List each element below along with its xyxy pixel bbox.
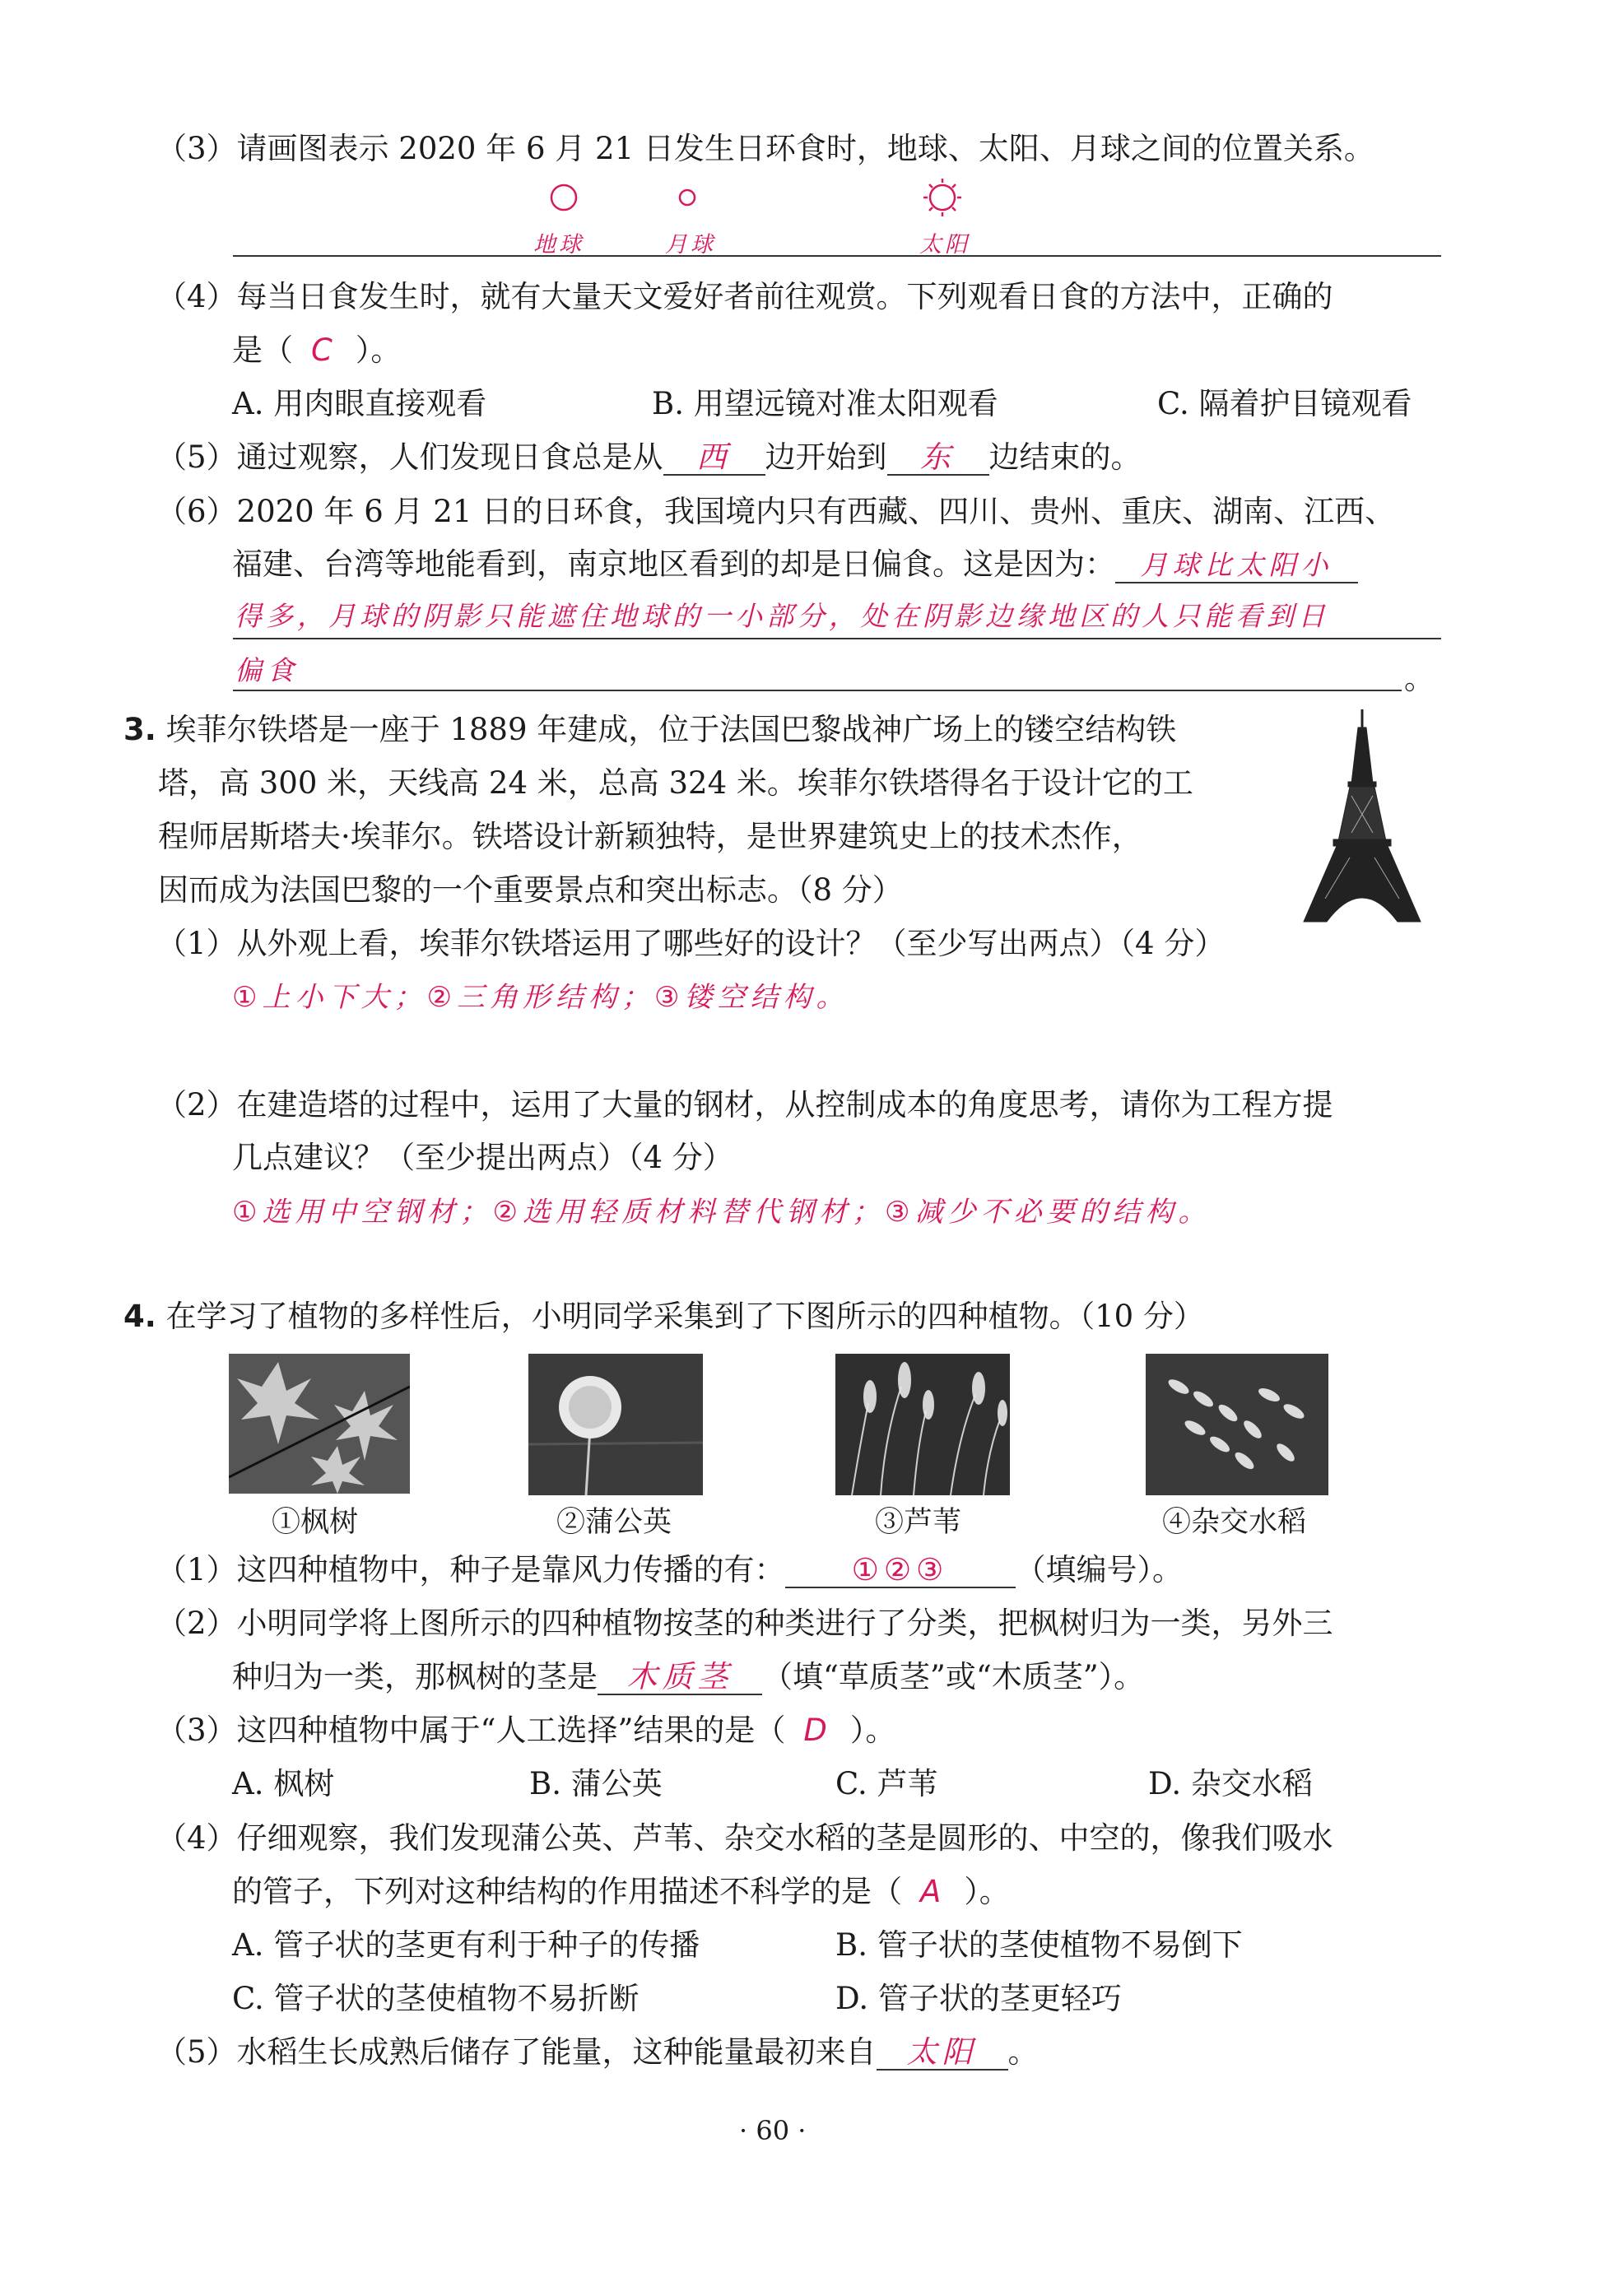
- q2-part5-answer2: 东: [887, 441, 989, 476]
- q4-part5: （5）水稻生长成熟后储存了能量，这种能量最初来自 太阳 。: [156, 2034, 1039, 2070]
- q4-part1-answer: ①②③: [785, 1554, 1016, 1588]
- q4-part3-option-b: B. 蒲公英: [529, 1766, 663, 1801]
- earth-moon-sun-drawing: [527, 177, 988, 251]
- q3-line3: 程师居斯塔夫·埃菲尔。铁塔设计新颖独特，是世界建筑史上的技术杰作，: [158, 819, 1142, 854]
- q4-intro: 4. 在学习了植物的多样性后，小明同学采集到了下图所示的四种植物。（10 分）: [123, 1299, 1204, 1334]
- q2-part4-answer: C: [311, 332, 337, 368]
- q3-line4: 因而成为法国巴黎的一个重要景点和突出标志。（8 分）: [158, 872, 903, 908]
- q2-part5: （5）通过观察，人们发现日食总是从 西 边开始到 东 边结束的。: [156, 439, 1142, 475]
- q3-part2-line2: 几点建议？（至少提出两点）（4 分）: [232, 1140, 733, 1175]
- page-number: · 60 ·: [739, 2115, 807, 2146]
- q2-part6-answer1: 月球比太阳小: [1115, 549, 1358, 583]
- moon-circle: [680, 190, 695, 205]
- q4-part3-option-a: A. 枫树: [232, 1766, 335, 1801]
- q4-part4-option-a: A. 管子状的茎更有利于种子的传播: [232, 1927, 700, 1963]
- q3-part2-answer: ①选用中空钢材；②选用轻质材料替代钢材；③减少不必要的结构。: [232, 1196, 1212, 1229]
- earth-circle: [551, 185, 576, 210]
- q2-part4-line1: （4）每当日食发生时，就有大量天文爱好者前往观赏。下列观看日食的方法中，正确的: [156, 279, 1333, 314]
- q3-line1: 3. 埃菲尔铁塔是一座于 1889 年建成，位于法国巴黎战神广场上的镂空结构铁: [123, 712, 1177, 747]
- reed-photo: [835, 1354, 1010, 1495]
- rice-photo: [1146, 1354, 1328, 1495]
- q2-part6-line2: 福建、台湾等地能看到，南京地区看到的却是日偏食。这是因为： 月球比太阳小: [232, 544, 1358, 585]
- answer-line: [233, 690, 1402, 691]
- q4-part4-option-d: D. 管子状的茎更轻巧: [835, 1981, 1122, 2016]
- q2-part4-option-b: B. 用望远镜对准太阳观看: [652, 386, 998, 421]
- eiffel-tower-image: [1300, 709, 1424, 923]
- dandelion-photo: [528, 1354, 703, 1495]
- q4-number: 4.: [123, 1299, 156, 1334]
- q4-part4-line1: （4）仔细观察，我们发现蒲公英、芦苇、杂交水稻的茎是圆形的、中空的，像我们吸水: [156, 1820, 1333, 1856]
- q2-part6-answer3: 偏食: [235, 654, 299, 686]
- q4-part3-option-d: D. 杂交水稻: [1148, 1766, 1313, 1801]
- answer-line: [233, 638, 1441, 639]
- q4-part4-line2: 的管子，下列对这种结构的作用描述不科学的是（ A ）。: [232, 1874, 1010, 1909]
- caption-reed: ③芦苇: [875, 1506, 962, 1539]
- q2-part3-text: （3）请画图表示 2020 年 6 月 21 日发生日环食时，地球、太阳、月球之间的位置关系。: [156, 131, 1374, 166]
- q4-part2-answer: 木质茎: [598, 1661, 762, 1695]
- q4-part3: （3）这四种植物中属于“人工选择”结果的是（ D ）。: [156, 1713, 896, 1748]
- maple-photo: [229, 1354, 410, 1494]
- q4-part2-line2: 种归为一类，那枫树的茎是 木质茎 （填“草质茎”或“木质茎”）。: [232, 1659, 1145, 1694]
- q2-part6-period: 。: [1404, 661, 1435, 696]
- q3-part2-line1: （2）在建造塔的过程中，运用了大量的钢材，从控制成本的角度思考，请你为工程方提: [156, 1087, 1333, 1122]
- q2-part6-line1: （6）2020 年 6 月 21 日的日环食，我国境内只有西藏、四川、贵州、重庆、湖南、江西、: [156, 494, 1396, 529]
- earth-label: 地球: [533, 232, 584, 258]
- q4-part1: （1）这四种植物中，种子是靠风力传播的有： ①②③ （填编号）。: [156, 1552, 1184, 1587]
- caption-maple: ①枫树: [272, 1506, 359, 1539]
- drawing-baseline: [233, 255, 1441, 257]
- q4-part3-answer: D: [803, 1713, 832, 1748]
- q2-part5-answer1: 西: [663, 441, 765, 476]
- q2-part4-line2: 是（ C ）。: [232, 332, 402, 368]
- q3-part1: （1）从外观上看，埃菲尔铁塔运用了哪些好的设计？（至少写出两点）（4 分）: [156, 926, 1226, 961]
- q2-part4-option-c: C. 隔着护目镜观看: [1157, 386, 1412, 421]
- caption-dandelion: ②蒲公英: [556, 1506, 672, 1539]
- q2-part4-option-a: A. 用肉眼直接观看: [232, 386, 487, 421]
- moon-label: 月球: [665, 232, 716, 258]
- q3-line2: 塔，高 300 米，天线高 24 米，总高 324 米。埃菲尔铁塔得名于设计它的工: [158, 765, 1193, 801]
- q4-part5-answer: 太阳: [877, 2036, 1008, 2071]
- q4-part4-option-c: C. 管子状的茎使植物不易折断: [232, 1981, 640, 2016]
- q2-part6-answer2: 得多，月球的阴影只能遮住地球的一小部分，处在阴影边缘地区的人只能看到日: [235, 600, 1329, 632]
- q3-part1-answer: ①上小下大；②三角形结构；③镂空结构。: [232, 981, 849, 1014]
- sun-label: 太阳: [919, 232, 970, 258]
- q4-part4-answer: A: [920, 1874, 947, 1909]
- q4-part4-option-b: B. 管子状的茎使植物不易倒下: [835, 1927, 1243, 1963]
- sun-icon: [923, 179, 961, 216]
- q4-part3-option-c: C. 芦苇: [835, 1766, 938, 1801]
- q3-number: 3.: [123, 712, 156, 747]
- caption-rice: ④杂交水稻: [1162, 1506, 1307, 1539]
- q4-part2-line1: （2）小明同学将上图所示的四种植物按茎的种类进行了分类，把枫树归为一类，另外三: [156, 1606, 1333, 1641]
